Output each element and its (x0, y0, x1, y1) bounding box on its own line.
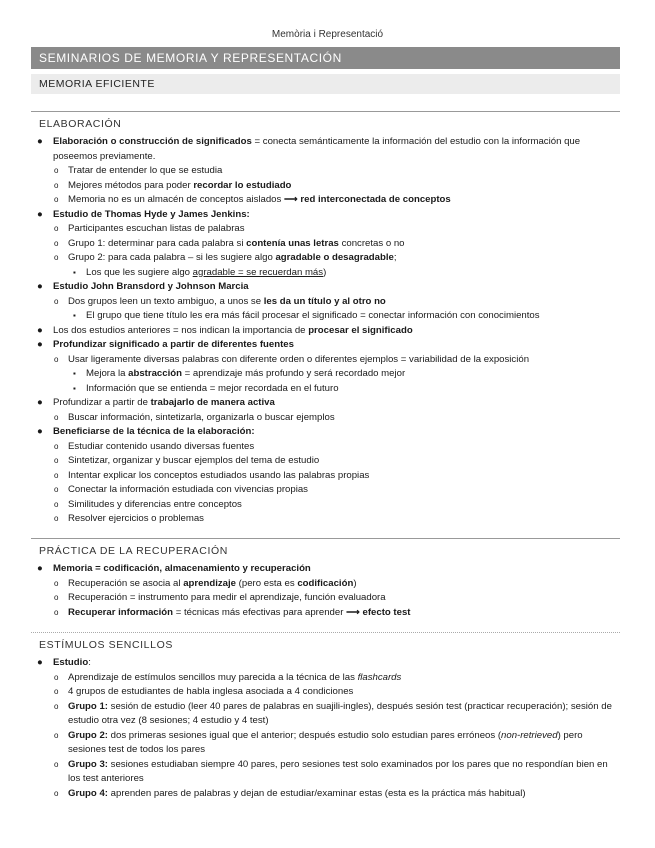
list-item: ▪ Mejora la abstracción = aprendizaje más profundo y será recordado mejor (31, 367, 620, 382)
list-item: o Intentar explicar los conceptos estudiados usando las palabras propias (31, 469, 620, 484)
list-item: o Tratar de entender lo que se estudia (31, 164, 620, 179)
circle-bullet-icon: o (54, 456, 59, 465)
bullet-icon: ● (37, 426, 43, 437)
arrow-icon: ⟶ (283, 194, 298, 205)
document-subtitle: MEMORIA EFICIENTE (31, 74, 620, 94)
bullet-icon: ● (37, 339, 43, 350)
circle-bullet-icon: o (54, 578, 59, 588)
list-item: ● Los dos estudios anteriores = nos indican la importancia de procesar el significado (31, 324, 620, 339)
square-bullet-icon: ▪ (73, 267, 76, 277)
square-bullet-icon: ▪ (73, 383, 76, 393)
list-item: o Grupo 3: sesiones estudiaban siempre 40 pares, pero sesiones test solo examinados por los pares que no respondían bien en los test anteriores (54, 758, 608, 784)
circle-bullet-icon: o (54, 238, 59, 248)
bullet-icon: ● (37, 397, 43, 408)
list-item: o Grupo 1: sesión de estudio (leer 40 pares de palabras en suajili-ingles), después sesión test (practicar recuperación); sesión de estudio otra vez (8 sesiones; 4 estudio y 4 test) (54, 700, 612, 726)
list-item: ▪ Los que les sugiere algo agradable = se recuerdan más) (31, 266, 620, 281)
list-item: o Dos grupos leen un texto ambiguo, a unos se les da un título y al otro no (31, 295, 620, 310)
circle-bullet-icon: o (54, 593, 59, 602)
list-item: o Grupo 2: para cada palabra – si les sugiere algo agradable o desagradable; (31, 251, 620, 266)
list-item: o Mejores métodos para poder recordar lo estudiado (31, 179, 620, 194)
list-item: o Memoria no es un almacén de conceptos aislados ⟶ red interconectada de conceptos (31, 193, 620, 208)
list-item: o Estudiar contenido usando diversas fuentes (31, 440, 620, 455)
list-item: o Participantes escuchan listas de palabras (31, 222, 620, 237)
section-body-practica (31, 562, 620, 620)
page-header: Memòria i Representació (271, 29, 384, 40)
bullet-icon: ● (37, 563, 43, 574)
list-item: o Aprendizaje de estímulos sencillos muy parecida a la técnica de las flashcards (31, 671, 620, 686)
list-item: o Grupo 1: determinar para cada palabra si contenía unas letras concretas o no (31, 237, 620, 252)
circle-bullet-icon: o (54, 296, 59, 306)
section-heading-practica: PRÁCTICA DE LA RECUPERACIÓN (31, 538, 620, 557)
circle-bullet-icon: o (54, 701, 59, 711)
list-item: o Usar ligeramente diversas palabras con diferente orden o diferentes ejemplos = variabilidad de la exposición (31, 353, 620, 368)
circle-bullet-icon: o (54, 672, 59, 682)
circle-bullet-icon: o (54, 788, 59, 798)
section-heading-estimulos: ESTÍMULOS SENCILLOS (31, 632, 620, 651)
list-item: ● Profundizar significado a partir de diferentes fuentes (31, 338, 620, 353)
bullet-icon: ● (37, 136, 43, 147)
circle-bullet-icon: o (54, 180, 59, 190)
circle-bullet-icon: o (54, 166, 59, 175)
list-item: ● Elaboración o construcción de significados = conecta semánticamente la información del estudio con la información que poseemos previamente. (37, 136, 581, 162)
bullet-icon: ● (37, 208, 43, 220)
list-item: o Buscar información, sintetizarla, organizarla o buscar ejemplos (31, 411, 620, 426)
list-item: o Grupo 4: aprenden pares de palabras y dejan de estudiar/examinar estas (esta es la práctica más habitual) (31, 787, 620, 802)
list-item: ▪ Información que se entienda = mejor recordada en el futuro (31, 382, 620, 397)
list-item: o Recuperación se asocia al aprendizaje (pero esta es codificación) (31, 577, 620, 592)
circle-bullet-icon: o (54, 412, 59, 422)
list-item: o Conectar la información estudiada con vivencias propias (31, 483, 620, 498)
square-bullet-icon: ▪ (73, 369, 76, 378)
circle-bullet-icon: o (54, 687, 59, 696)
list-item: ● Estudio: (31, 656, 620, 671)
circle-bullet-icon: o (54, 224, 59, 233)
list-item: ● Profundizar a partir de trabajarlo de manera activa (31, 396, 620, 411)
list-item: o Recuperar información = técnicas más efectivas para aprender ⟶ efecto test (31, 606, 620, 621)
list-item: o Resolver ejercicios o problemas (31, 512, 620, 527)
circle-bullet-icon: o (54, 730, 59, 740)
list-item: ▪ El grupo que tiene título les era más fácil procesar el significado = conectar información con conocimientos (31, 309, 620, 324)
bullet-icon: ● (37, 657, 43, 668)
section-body-estimulos (31, 656, 620, 801)
list-item: o 4 grupos de estudiantes de habla inglesa asociada a 4 condiciones (31, 685, 620, 700)
list-item: o Similitudes y diferencias entre conceptos (31, 498, 620, 513)
circle-bullet-icon: o (54, 354, 59, 364)
circle-bullet-icon: o (54, 485, 59, 494)
circle-bullet-icon: o (54, 759, 59, 769)
section-body-elaboracion (31, 135, 620, 527)
section-heading-elaboracion: ELABORACIÓN (31, 111, 620, 130)
circle-bullet-icon: o (54, 514, 59, 523)
arrow-icon: ⟶ (346, 606, 360, 618)
list-item: o Recuperación = instrumento para medir el aprendizaje, función evaluadora (31, 591, 620, 606)
list-item: ● Estudio John Bransdord y Johnson Marcia (31, 280, 620, 295)
circle-bullet-icon: o (54, 195, 59, 204)
circle-bullet-icon: o (54, 499, 59, 509)
square-bullet-icon: ▪ (73, 311, 76, 320)
list-item: o Sintetizar, organizar y buscar ejemplos del tema de estudio (31, 454, 620, 469)
list-item: ● Memoria = codificación, almacenamiento y recuperación (31, 562, 620, 577)
circle-bullet-icon: o (54, 441, 59, 451)
bullet-icon: ● (37, 324, 43, 336)
circle-bullet-icon: o (54, 470, 59, 480)
document-title: SEMINARIOS DE MEMORIA Y REPRESENTACIÓN (31, 47, 620, 69)
list-item: o Grupo 2: dos primeras sesiones igual que el anterior; después estudio solo estudian pares erróneos (non-retrieved) pero sesiones test de todos los pares (54, 729, 583, 755)
list-item: ● Estudio de Thomas Hyde y James Jenkins: (31, 208, 620, 223)
circle-bullet-icon: o (54, 607, 59, 617)
circle-bullet-icon: o (54, 253, 59, 262)
bullet-icon: ● (37, 281, 43, 292)
list-item: ● Beneficiarse de la técnica de la elaboración: (31, 425, 620, 440)
